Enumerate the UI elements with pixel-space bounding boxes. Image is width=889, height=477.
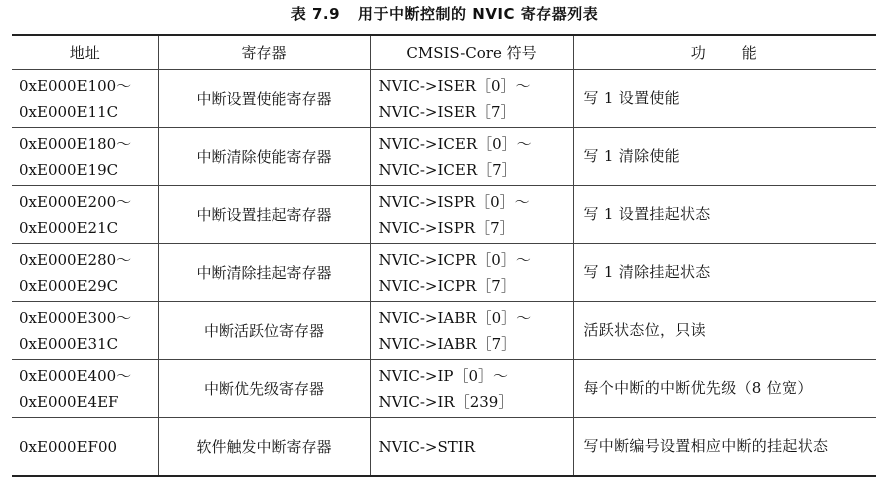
table-caption [12,0,877,34]
symbol-cell [370,128,573,186]
symbol-start: NVIC->ICPR［0］～ [378,250,531,269]
address-cell [12,244,158,302]
address-cell [12,70,158,128]
symbol-start: NVIC->ISER［0］～ [378,76,531,95]
address-end: 0xE000E31C [19,334,119,353]
symbol-end: NVIC->IR［239］ [378,392,514,411]
symbol-start: NVIC->ICER［0］～ [378,134,532,153]
header-register: 寄存器 [158,35,370,70]
address-cell [12,128,158,186]
address-end: 0xE000E21C [19,218,119,237]
table-title: 用于中断控制的 NVIC 寄存器列表 [358,5,599,23]
table-number: 表 7.9 [290,5,341,23]
register-name: 软件触发中断寄存器 [158,418,370,477]
symbol-start: NVIC->IP［0］～ [378,366,509,385]
symbol-end: NVIC->ICPR［7］ [378,276,516,295]
register-name: 中断活跃位寄存器 [158,302,370,360]
function-text: 写中断编号设置相应中断的挂起状态 [583,437,829,455]
function-description [573,302,876,360]
symbol-cell [370,360,573,418]
header-address: 地址 [12,35,158,70]
header-cmsis-symbol: CMSIS-Core 符号 [370,35,573,70]
address-start: 0xE000E100～ [19,76,132,95]
function-description [573,70,876,128]
table-row [12,128,876,186]
table-header-row [12,35,876,70]
address-start: 0xE000E300～ [19,308,132,327]
function-description [573,418,876,477]
symbol-cell [370,244,573,302]
address-end: 0xE000E19C [19,160,119,179]
header-function: 功 能 [573,35,876,70]
symbol-end: NVIC->ICER［7］ [378,160,517,179]
address-cell [12,418,158,477]
function-text: 写 1 设置挂起状态 [583,205,711,223]
address-start: 0xE000E280～ [19,250,132,269]
address-end: 0xE000E29C [19,276,119,295]
address-start: 0xE000E180～ [19,134,132,153]
function-text: 写 1 设置使能 [583,89,680,107]
function-description [573,186,876,244]
address-cell [12,360,158,418]
symbol-cell [370,302,573,360]
nvic-register-table [12,34,876,477]
table-row [12,302,876,360]
symbol-single: NVIC->STIR [378,437,475,456]
symbol-end: NVIC->ISER［7］ [378,102,516,121]
symbol-end: NVIC->ISPR［7］ [378,218,515,237]
function-description [573,128,876,186]
register-name: 中断设置使能寄存器 [158,70,370,128]
address-single: 0xE000EF00 [19,437,118,456]
table-row [12,186,876,244]
symbol-cell [370,418,573,477]
symbol-start: NVIC->IABR［0］～ [378,308,532,327]
address-start: 0xE000E400～ [19,366,132,385]
symbol-cell [370,70,573,128]
address-cell [12,302,158,360]
table-row [12,360,876,418]
address-cell [12,186,158,244]
register-name: 中断设置挂起寄存器 [158,186,370,244]
function-text: 写 1 清除使能 [583,147,680,165]
address-end: 0xE000E4EF [19,392,119,411]
address-start: 0xE000E200～ [19,192,132,211]
table-row [12,70,876,128]
register-name: 中断清除挂起寄存器 [158,244,370,302]
table-row [12,244,876,302]
table-row [12,418,876,477]
symbol-start: NVIC->ISPR［0］～ [378,192,530,211]
function-text: 每个中断的中断优先级（8 位宽） [583,379,813,397]
function-text: 写 1 清除挂起状态 [583,263,711,281]
function-text: 活跃状态位，只读 [583,321,706,339]
register-name: 中断优先级寄存器 [158,360,370,418]
symbol-end: NVIC->IABR［7］ [378,334,517,353]
register-name: 中断清除使能寄存器 [158,128,370,186]
address-end: 0xE000E11C [19,102,119,121]
function-description [573,244,876,302]
function-description [573,360,876,418]
symbol-cell [370,186,573,244]
